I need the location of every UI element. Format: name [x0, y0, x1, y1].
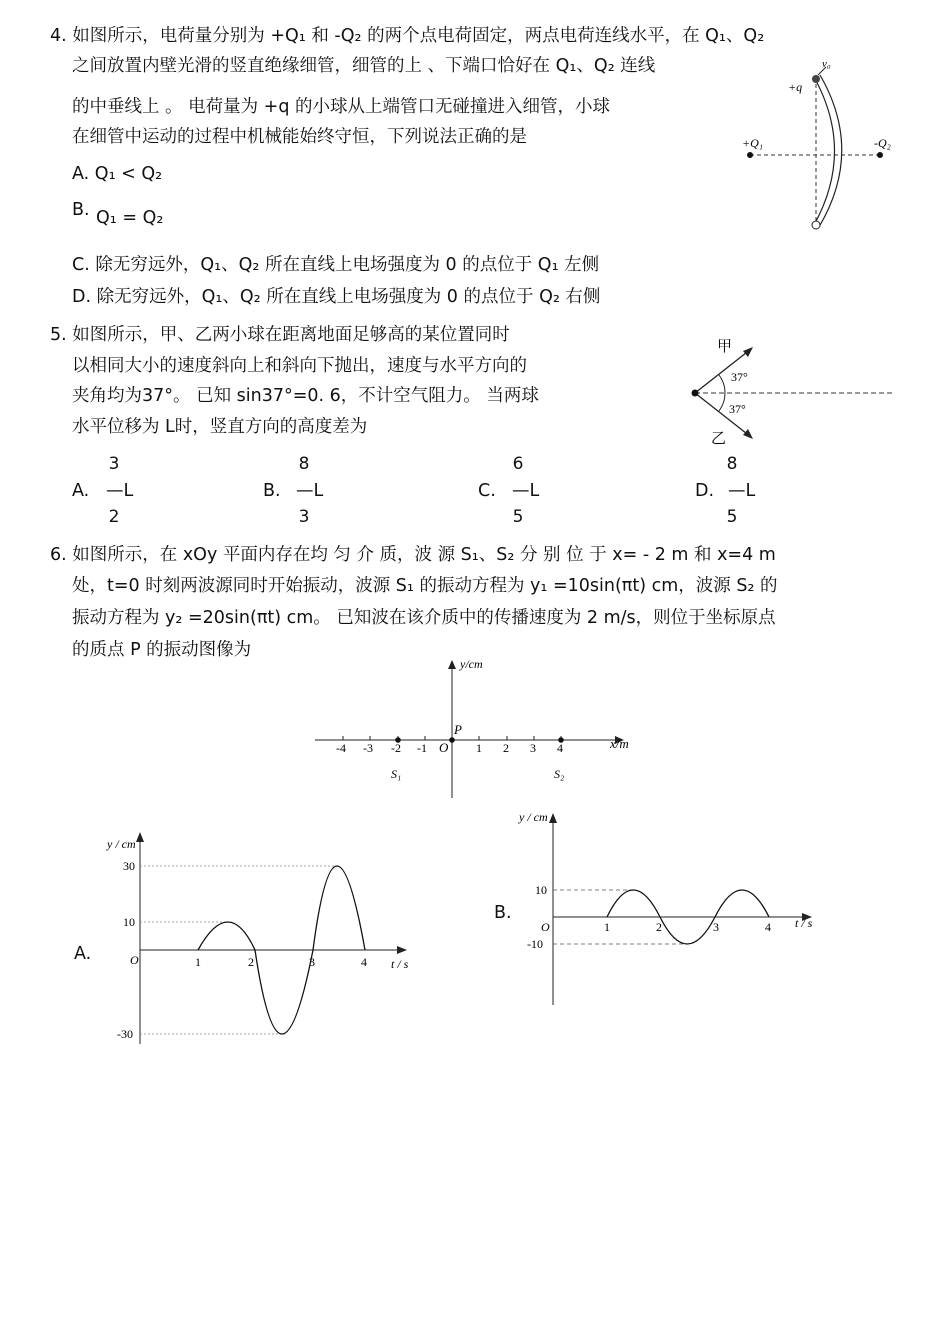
svg-text:S₂: S₂: [554, 767, 565, 781]
svg-text:1: 1: [604, 920, 610, 934]
svg-text:4: 4: [557, 741, 563, 755]
svg-text:x/m: x/m: [610, 736, 629, 751]
q6-graph-b[interactable]: [515, 805, 825, 1010]
q6-line4: 的质点 P 的振动图像为: [72, 640, 252, 660]
svg-text:+q: +q: [788, 80, 803, 94]
q5-b-label: B.: [263, 481, 281, 501]
svg-text:-4: -4: [336, 741, 346, 755]
svg-text:-Q₂: -Q₂: [874, 136, 891, 150]
q5-projectile-figure: [685, 335, 900, 445]
q6-line2: 处，t=0 时刻两波源同时开始振动，波源 S₁ 的振动方程为 y₁ =10sin(πt) cm，波源 S₂ 的: [72, 576, 778, 596]
q5-d-label: D.: [695, 481, 715, 501]
svg-text:-10: -10: [527, 937, 543, 951]
q4-option-b[interactable]: Q₁ = Q₂: [96, 208, 164, 228]
q5-d-denominator: 5: [726, 507, 738, 527]
svg-text:2: 2: [248, 955, 254, 969]
q4-line4: 在细管中运动的过程中机械能始终守恒，下列说法正确的是: [72, 127, 527, 147]
svg-text:1: 1: [195, 955, 201, 969]
q5-c-numerator: 6: [512, 454, 524, 474]
svg-text:y / cm: y / cm: [107, 837, 136, 851]
svg-text:甲: 甲: [717, 339, 733, 355]
svg-text:-2: -2: [391, 741, 401, 755]
q6-line3: 振动方程为 y₂ =20sin(πt) cm。 已知波在该介质中的传播速度为 2 m/s，则位于坐标原点: [72, 608, 776, 628]
q5-a-var: —L: [106, 481, 134, 501]
svg-text:1: 1: [476, 741, 482, 755]
q6-axis-figure: [310, 657, 650, 800]
svg-text:4: 4: [765, 920, 771, 934]
q5-d-numerator: 8: [726, 454, 738, 474]
svg-text:t / s: t / s: [391, 957, 409, 971]
svg-text:乙: 乙: [711, 431, 727, 447]
svg-text:37°: 37°: [731, 370, 748, 384]
q5-b-var: —L: [296, 481, 324, 501]
svg-text:30: 30: [123, 859, 135, 873]
svg-text:O: O: [130, 953, 139, 967]
svg-text:y/cm: y/cm: [460, 657, 483, 671]
q4-option-b-label[interactable]: B.: [72, 200, 90, 220]
q6-option-b-label[interactable]: B.: [494, 903, 512, 923]
svg-text:t / s: t / s: [795, 916, 813, 930]
svg-text:3: 3: [309, 955, 315, 969]
q5-line3: 夹角均为37°。 已知 sin37°=0. 6，不计空气阻力。 当两球: [72, 386, 539, 406]
q6-graph-a[interactable]: [95, 830, 425, 1050]
q4-option-a[interactable]: A. Q₁ < Q₂: [72, 164, 163, 184]
q5-line2: 以相同大小的速度斜向上和斜向下抛出，速度与水平方向的: [72, 356, 527, 376]
q5-a-numerator: 3: [108, 454, 120, 474]
svg-text:10: 10: [123, 915, 135, 929]
q5-c-denominator: 5: [512, 507, 524, 527]
q4-option-c[interactable]: C. 除无穷远外，Q₁、Q₂ 所在直线上电场强度为 0 的点位于 Q₁ 左侧: [72, 255, 600, 275]
q4-line2: 之间放置内壁光滑的竖直绝缘细管，细管的上 、下端口恰好在 Q₁、Q₂ 连线: [72, 56, 656, 76]
svg-text:37°: 37°: [729, 402, 746, 416]
svg-text:-30: -30: [117, 1027, 133, 1041]
q6-option-a-label[interactable]: A.: [74, 944, 92, 964]
q5-c-label: C.: [478, 481, 496, 501]
svg-text:4: 4: [361, 955, 367, 969]
q5-line4: 水平位移为 L时，竖直方向的高度差为: [72, 417, 368, 437]
q4-tube-figure: [730, 55, 910, 240]
svg-text:2: 2: [503, 741, 509, 755]
q5-line1: 5. 如图所示，甲、乙两小球在距离地面足够高的某位置同时: [50, 325, 510, 345]
svg-text:-1: -1: [417, 741, 427, 755]
q6-line1: 6. 如图所示，在 xOy 平面内存在均 匀 介 质，波 源 S₁、S₂ 分 别 位 于 x= - 2 m 和 x=4 m: [50, 545, 776, 565]
ball-icon: [812, 75, 820, 83]
svg-text:y / cm: y / cm: [519, 810, 548, 824]
q5-c-var: —L: [512, 481, 540, 501]
q4-line1: 4. 如图所示，电荷量分别为 +Q₁ 和 -Q₂ 的两个点电荷固定，两点电荷连线水平，在 Q₁、Q₂: [50, 26, 765, 46]
svg-text:-3: -3: [363, 741, 373, 755]
svg-text:3: 3: [530, 741, 536, 755]
q5-d-var: —L: [728, 481, 756, 501]
svg-text:v₀: v₀: [822, 58, 831, 70]
svg-text:+Q₁: +Q₁: [742, 136, 763, 150]
q5-a-denominator: 2: [108, 507, 120, 527]
svg-text:10: 10: [535, 883, 547, 897]
svg-text:2: 2: [656, 920, 662, 934]
q5-b-denominator: 3: [298, 507, 310, 527]
svg-text:S₁: S₁: [391, 767, 402, 781]
svg-text:3: 3: [713, 920, 719, 934]
q4-option-d[interactable]: D. 除无穷远外，Q₁、Q₂ 所在直线上电场强度为 0 的点位于 Q₂ 右侧: [72, 287, 601, 307]
q5-a-label: A.: [72, 481, 90, 501]
svg-text:O: O: [439, 740, 449, 755]
q5-b-numerator: 8: [298, 454, 310, 474]
svg-text:O: O: [541, 920, 550, 934]
q4-line3: 的中垂线上 。 电荷量为 +q 的小球从上端管口无碰撞进入细管，小球: [72, 97, 611, 117]
svg-text:P: P: [454, 722, 462, 737]
